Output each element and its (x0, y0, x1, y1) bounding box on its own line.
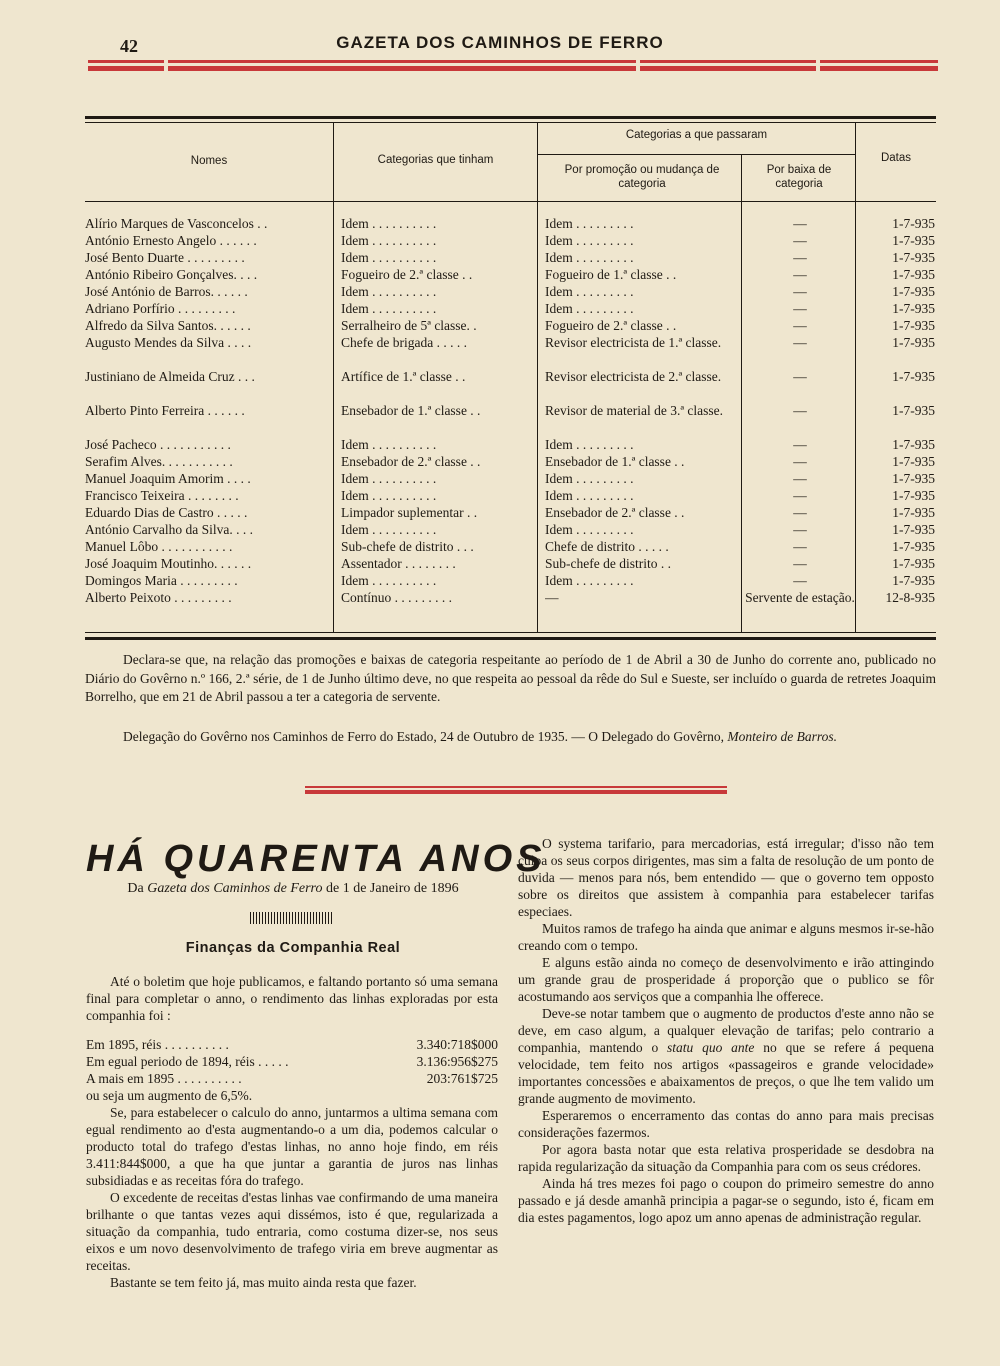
row-old-category: Sub-chefe de distrito . . . (341, 539, 474, 554)
row-date: 1-7-935 (892, 539, 935, 554)
table-row (85, 538, 936, 555)
table-row (85, 334, 936, 368)
row-name: Alberto Peixoto . . . . . . . . . (85, 590, 232, 605)
ornament-divider (250, 912, 332, 924)
article-title: HÁ QUARENTA ANOS (86, 838, 546, 880)
row-name: Justiniano de Almeida Cruz . . . (85, 369, 255, 384)
row-new-category: Ensebador de 2.ª classe . . (545, 505, 685, 520)
row-new-category: Fogueiro de 2.ª classe . . (545, 318, 677, 333)
row-baixa: — (793, 216, 807, 231)
table-row (85, 266, 936, 283)
table-row (85, 300, 936, 317)
row-baixa: — (793, 556, 807, 571)
table-row (85, 453, 936, 470)
row-name: António Ribeiro Gonçalves. . . . (85, 267, 258, 282)
row-new-category: Idem . . . . . . . . . (545, 573, 634, 588)
row-old-category: Ensebador de 2.ª classe . . (341, 454, 481, 469)
right-paragraph-4: Deve-se notar tambem que o augmento de productos d'este anno não se deve, em caso algum, a qualquer elevação de tarifas; pelo contrario a companhia, mantendo o statu quo ante no que se refere á pequena velocidade, tem feito nos artigos «passageiros e grande velocidade» importantes concessões e abaixamentos de preços, o que lhe tem valido um grande augmento de movimento. (518, 1006, 935, 1106)
table-top-rule-thin (85, 122, 936, 123)
table-row (85, 368, 936, 402)
right-paragraph-6: Por agora basta notar que esta relativa prosperidade se desdobra na rapida regularização da situação da Companhia para com os seus crédores. (518, 1142, 934, 1174)
row-date: 1-7-935 (892, 267, 935, 282)
signature-text: Delegação do Govêrno nos Caminhos de Ferro do Estado, 24 de Outubro de 1935. — O Delegado do Govêrno, (123, 729, 728, 744)
page-number: 42 (120, 36, 138, 56)
table-bottom-rule-thin (85, 632, 936, 633)
figure-label: Em 1895, réis . . . . . . . . . . (86, 1037, 229, 1052)
row-old-category: Ensebador de 1.ª classe . . (341, 403, 481, 418)
row-old-category: Idem . . . . . . . . . . (341, 250, 437, 265)
table-row (85, 402, 936, 436)
right-paragraph-5: Esperaremos o encerramento das contas do anno para mais precisas considerações fazermos. (518, 1108, 934, 1140)
header-nomes: Nomes (190, 155, 228, 167)
row-baixa: — (793, 522, 807, 537)
row-name: Domingos Maria . . . . . . . . . (85, 573, 238, 588)
row-old-category: Idem . . . . . . . . . . (341, 573, 437, 588)
table-bottom-rule (85, 637, 936, 640)
row-date: 1-7-935 (892, 556, 935, 571)
table-row (85, 572, 936, 589)
row-new-category: Idem . . . . . . . . . (545, 522, 634, 537)
row-old-category: Artífice de 1.ª classe . . (341, 369, 466, 384)
figure-row (86, 1036, 498, 1053)
left-paragraph-5: Bastante se tem feito já, mas muito ainda resta que fazer. (110, 1275, 417, 1290)
row-name: Augusto Mendes da Silva . . . . (85, 335, 252, 350)
row-baixa: Servente de estação. (745, 590, 855, 605)
row-baixa: — (793, 454, 807, 469)
left-paragraph-1: Até o boletim que hoje publicamos, e faltando portanto só uma semana final para completar o anno, o rendimento das linhas exploradas por esta companhia foi : (86, 974, 498, 1023)
figure-value: 203:761$725 (426, 1071, 498, 1086)
row-old-category: Idem . . . . . . . . . . (341, 284, 437, 299)
row-new-category: Idem . . . . . . . . . (545, 233, 634, 248)
row-baixa: — (793, 505, 807, 520)
signature-name: Monteiro de Barros. (727, 729, 837, 744)
article-source: Da Gazeta dos Caminhos de Ferro de 1 de Janeiro de 1896 (127, 881, 459, 896)
header-baixa: Por baixa de categoria (766, 164, 832, 190)
row-baixa: — (793, 369, 807, 384)
row-name: Eduardo Dias de Castro . . . . . (85, 505, 248, 520)
header-datas: Datas (880, 152, 912, 164)
row-baixa: — (793, 403, 807, 418)
row-old-category: Idem . . . . . . . . . . (341, 471, 437, 486)
row-baixa: — (793, 539, 807, 554)
row-old-category: Idem . . . . . . . . . . (341, 301, 437, 316)
row-old-category: Limpador suplementar . . (341, 505, 478, 520)
row-baixa: — (793, 471, 807, 486)
figure-value: 3.136:956$275 (416, 1054, 498, 1069)
row-new-category: Idem . . . . . . . . . (545, 284, 634, 299)
row-new-category: Revisor de material de 3.ª classe. (545, 403, 724, 418)
table-row (85, 436, 936, 453)
row-old-category: Idem . . . . . . . . . . (341, 233, 437, 248)
header-categorias-tinham: Categorias que tinham (377, 154, 494, 166)
row-baixa: — (793, 250, 807, 265)
row-name: Serafim Alves. . . . . . . . . . . (85, 454, 233, 469)
row-old-category: Idem . . . . . . . . . . (341, 216, 437, 231)
row-old-category: Chefe de brigada . . . . . (341, 335, 467, 350)
row-new-category: Ensebador de 1.ª classe . . (545, 454, 685, 469)
row-baixa: — (793, 301, 807, 316)
table-row (85, 317, 936, 334)
row-old-category: Assentador . . . . . . . . (341, 556, 456, 571)
row-date: 1-7-935 (892, 471, 935, 486)
row-baixa: — (793, 335, 807, 350)
header-categorias-passaram: Categorias a que passaram (625, 129, 768, 141)
row-name: Alberto Pinto Ferreira . . . . . . (85, 403, 245, 418)
row-date: 1-7-935 (892, 573, 935, 588)
row-name: Alfredo da Silva Santos. . . . . . (85, 318, 251, 333)
row-baixa: — (793, 437, 807, 452)
right-paragraph-2: Muitos ramos de trafego ha ainda que animar e alguns mesmos ir-se-hão creando com o tempo. (518, 921, 934, 953)
row-name: Manuel Lôbo . . . . . . . . . . . (85, 539, 233, 554)
table-top-rule (85, 116, 936, 119)
row-name: José Pacheco . . . . . . . . . . . (85, 437, 231, 452)
right-column (518, 835, 934, 1226)
figure-label: A mais em 1895 . . . . . . . . . . (86, 1071, 242, 1086)
row-name: António Carvalho da Silva. . . . (85, 522, 253, 537)
row-date: 1-7-935 (892, 454, 935, 469)
row-date: 12-8-935 (885, 590, 935, 605)
row-new-category: Sub-chefe de distrito . . (545, 556, 671, 571)
row-new-category: — (545, 590, 559, 605)
row-baixa: — (793, 488, 807, 503)
table-row (85, 504, 936, 521)
row-name: José Joaquim Moutinho. . . . . . (85, 556, 252, 571)
journal-title: GAZETA DOS CAMINHOS DE FERRO (336, 33, 664, 52)
row-baixa: — (793, 267, 807, 282)
table-row (85, 232, 936, 249)
row-date: 1-7-935 (892, 403, 935, 418)
figures-list (86, 1036, 498, 1087)
left-paragraph-3: Se, para estabelecer o calculo do anno, juntarmos a ultima semana com egual rendimento ao d'esta augmentando-o a um dia, podemos calcular o producto total do trafego d'estas linhas, no anno hoje findo, em réis 3.411:844$000, a que ha que juntar a garantia de juros nas linhas subsidiadas e as receitas fóra do trafego. (86, 1105, 498, 1188)
row-name: Manuel Joaquim Amorim . . . . (85, 471, 251, 486)
row-old-category: Fogueiro de 2.ª classe . . (341, 267, 473, 282)
row-new-category: Idem . . . . . . . . . (545, 471, 634, 486)
row-name: Alírio Marques de Vasconcelos . . (85, 216, 268, 231)
row-new-category: Fogueiro de 1.ª classe . . (545, 267, 677, 282)
row-name: José António de Barros. . . . . . (85, 284, 248, 299)
row-new-category: Idem . . . . . . . . . (545, 216, 634, 231)
figure-label: Em egual periodo de 1894, réis . . . . . (86, 1054, 289, 1069)
row-name: Adriano Porfírio . . . . . . . . . (85, 301, 236, 316)
row-old-category: Idem . . . . . . . . . . (341, 437, 437, 452)
table-row (85, 470, 936, 487)
row-date: 1-7-935 (892, 216, 935, 231)
table-row (85, 521, 936, 538)
left-column (86, 973, 498, 1291)
row-date: 1-7-935 (892, 233, 935, 248)
row-new-category: Revisor electricista de 1.ª classe. (545, 335, 722, 350)
left-paragraph-2: ou seja um augmento de 6,5%. (86, 1088, 253, 1103)
table-header-bottom-rule (85, 201, 936, 202)
row-baixa: — (793, 573, 807, 588)
row-date: 1-7-935 (892, 335, 935, 350)
row-new-category: Idem . . . . . . . . . (545, 488, 634, 503)
row-date: 1-7-935 (892, 369, 935, 384)
row-new-category: Chefe de distrito . . . . . (545, 539, 669, 554)
row-new-category: Revisor electricista de 2.ª classe. (545, 369, 722, 384)
row-old-category: Serralheiro de 5ª classe. . (341, 318, 477, 333)
header-rule (88, 60, 938, 72)
right-paragraph-3: E alguns estão ainda no começo de desenvolvimento e irão attingindo um grande grau de prosperidade á proporção que o publico se fôr acostumando aos serviços que a companhia lhe offerece. (518, 955, 934, 1004)
row-baixa: — (793, 318, 807, 333)
row-date: 1-7-935 (892, 488, 935, 503)
row-date: 1-7-935 (892, 437, 935, 452)
row-old-category: Contínuo . . . . . . . . . (341, 590, 453, 605)
left-paragraph-4: O excedente de receitas d'estas linhas vae confirmando de uma maneira brilhante o que tantas vezes aqui dissémos, isto é que, regularizada a situação da companhia, tudo entraria, como costuma dizer-se, nos seus eixos e um novo desenvolvimento de trafego viria em breve augmentar as receitas. (86, 1190, 498, 1273)
row-date: 1-7-935 (892, 505, 935, 520)
figure-value: 3.340:718$000 (416, 1037, 498, 1052)
row-name: Francisco Teixeira . . . . . . . . (85, 488, 239, 503)
row-date: 1-7-935 (892, 301, 935, 316)
table-row (85, 555, 936, 572)
header-promocao: Por promoção ou mudança de categoria (564, 164, 720, 190)
row-new-category: Idem . . . . . . . . . (545, 301, 634, 316)
declaration-paragraph: Declara-se que, na relação das promoções e baixas de categoria respeitante ao período de 1 de Abril a 30 de Junho do corrente ano, publicado no Diário do Govêrno n.º 166, 2.ª série, de 1 de Junho último deve, no que respeita ao pessoal da rêde do Sul e Sueste, ser incluído o guarda de retretes Joaquim Borrelho, que em 21 de Abril passou a ter a categoria de servente. (85, 652, 936, 704)
figure-row (86, 1053, 498, 1070)
row-new-category: Idem . . . . . . . . . (545, 437, 634, 452)
row-baixa: — (793, 233, 807, 248)
table-row (85, 249, 936, 266)
section-heading: Finanças da Companhia Real (185, 940, 401, 956)
row-date: 1-7-935 (892, 522, 935, 537)
row-old-category: Idem . . . . . . . . . . (341, 488, 437, 503)
table-row (85, 215, 936, 232)
figure-row (86, 1070, 498, 1087)
row-date: 1-7-935 (892, 284, 935, 299)
right-paragraph-7: Ainda há tres mezes foi pago o coupon do primeiro semestre do anno passado e já desde amanhã principia a pagar-se o segundo, isto é, ficam em dia estes pagamentos, logo apoz um anno apenas de administração regular. (518, 1176, 934, 1225)
row-new-category: Idem . . . . . . . . . (545, 250, 634, 265)
signature-paragraph (85, 728, 936, 747)
row-date: 1-7-935 (892, 250, 935, 265)
table-row (85, 589, 936, 623)
row-baixa: — (793, 284, 807, 299)
table-row (85, 487, 936, 504)
row-date: 1-7-935 (892, 318, 935, 333)
row-name: José Bento Duarte . . . . . . . . . (85, 250, 245, 265)
row-old-category: Idem . . . . . . . . . . (341, 522, 437, 537)
table-row (85, 283, 936, 300)
right-paragraph-1: O systema tarifario, para mercadorias, está irregular; d'isso não tem culpa os seus corpos dirigentes, mas sim a falta de resolução de um ponto de duvida — menos para nós, bem entendido — que o governo tem opposto sobre os direitos que assistem à companhia para estabelecer tarifas especiaes. (518, 836, 934, 919)
row-name: António Ernesto Angelo . . . . . . (85, 233, 257, 248)
section-divider (305, 786, 727, 794)
